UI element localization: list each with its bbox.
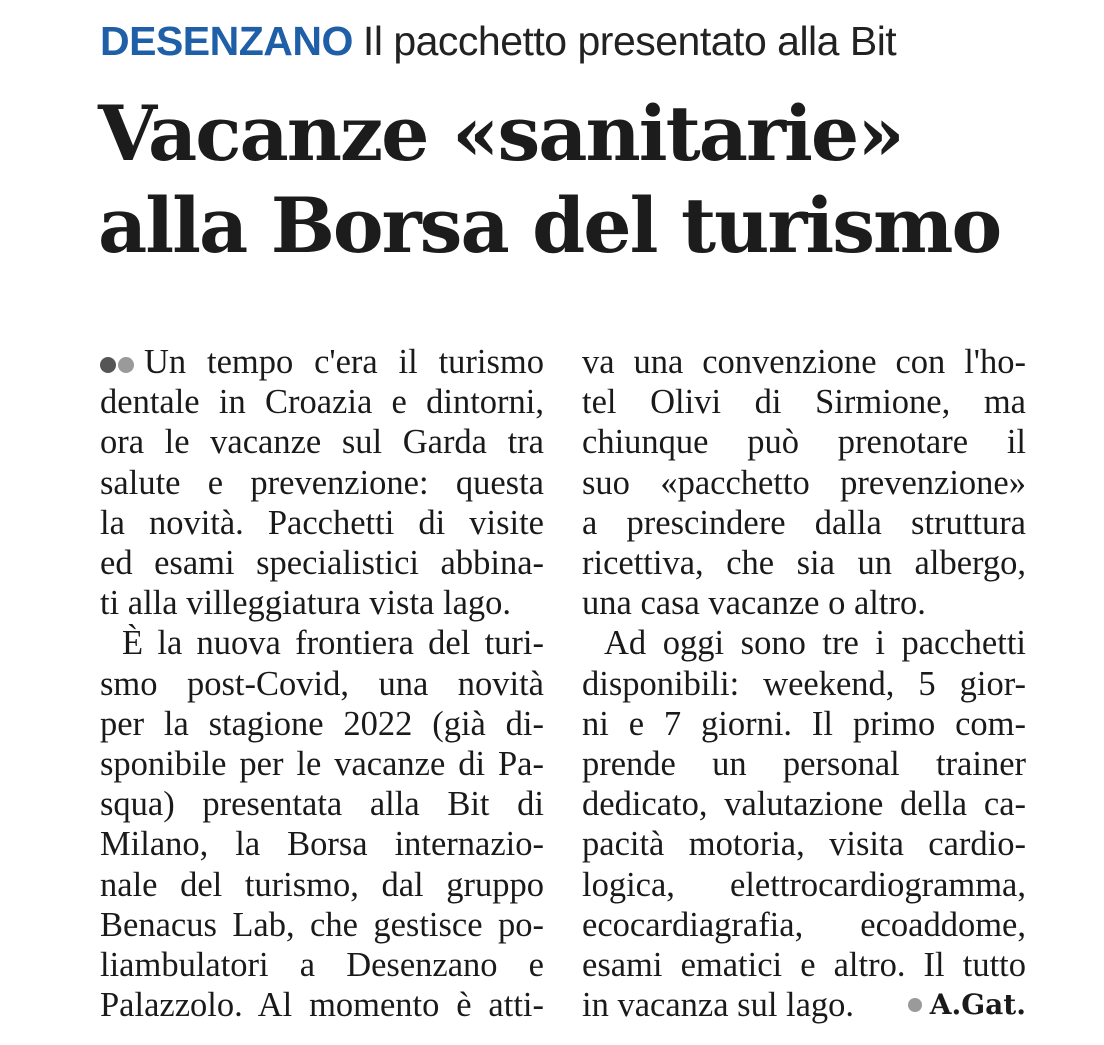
- text-line: Palazzolo. Al momento è atti-: [100, 986, 544, 1025]
- text-line: ecocardiagrafia, ecoaddome,: [582, 905, 1026, 944]
- text-line: Ad oggi sono tre i pacchetti: [604, 624, 1026, 663]
- author-signature: [908, 985, 1026, 1025]
- text-line: ricettiva, che sia un albergo,: [582, 544, 1026, 583]
- text-line: una casa vacanze o altro.: [582, 584, 926, 623]
- text-line: in vacanza sul lago.: [582, 986, 855, 1025]
- article-column-left: [100, 342, 544, 1025]
- end-mark-icon: [908, 998, 922, 1012]
- text-line: esami ematici e altro. Il tutto: [582, 946, 1026, 985]
- text-line: chiunque può prenotare il: [582, 423, 1026, 462]
- text-line: per la stagione 2022 (già di-: [100, 704, 544, 743]
- text-line: suo «pacchetto prevenzione»: [582, 463, 1026, 502]
- text-line: È la nuova frontiera del turi-: [122, 624, 544, 663]
- headline: [98, 88, 1000, 272]
- text-line: la novità. Pacchetti di visite: [100, 503, 544, 542]
- text-line-signature: [582, 985, 1026, 1025]
- headline-line-1: Vacanze «sanitarie»: [98, 89, 903, 178]
- text-line: Milano, la Borsa internazio-: [100, 825, 544, 864]
- kicker: [100, 14, 896, 68]
- text-line: prende un personal trainer: [582, 745, 1026, 784]
- text-line: a prescindere dalla struttura: [582, 503, 1026, 542]
- kicker-place: DESENZANO: [100, 18, 353, 64]
- article-column-right: [582, 342, 1026, 1025]
- text-line: liambulatori a Desenzano e: [100, 946, 544, 985]
- text-line: ni e 7 giorni. Il primo com-: [582, 704, 1026, 743]
- text-line: va una convenzione con l'ho-: [582, 343, 1026, 381]
- text-line: disponibili: weekend, 5 gior-: [582, 664, 1026, 703]
- text-line: logica, elettrocardiogramma,: [582, 865, 1026, 904]
- bullet-dots-icon: [100, 342, 136, 382]
- text-line: ti alla villeggiatura vista lago.: [100, 584, 512, 623]
- text-line: squa) presentata alla Bit di: [100, 785, 544, 824]
- text-line: ora le vacanze sul Garda tra: [100, 423, 544, 462]
- text-line: nale del turismo, dal gruppo: [100, 865, 544, 904]
- text-line: Un tempo c'era il turismo: [100, 342, 544, 382]
- text-line: sponibile per le vacanze di Pa-: [100, 745, 544, 784]
- text-line: ed esami specialistici abbina-: [100, 544, 544, 583]
- text-line: dentale in Croazia e dintorni,: [100, 383, 544, 422]
- text-line: Benacus Lab, che gestisce po-: [100, 905, 544, 944]
- kicker-subtitle: Il pacchetto presentato alla Bit: [362, 18, 897, 64]
- text-line: salute e prevenzione: questa: [100, 463, 544, 502]
- text-line: dedicato, valutazione della ca-: [582, 785, 1026, 824]
- text-line: smo post-Covid, una novità: [100, 664, 544, 703]
- author-initials: A.Gat.: [929, 988, 1026, 1022]
- text-line: tel Olivi di Sirmione, ma: [582, 383, 1026, 422]
- text-line: pacità motoria, visita cardio-: [582, 825, 1026, 864]
- headline-line-2: alla Borsa del turismo: [98, 181, 1001, 270]
